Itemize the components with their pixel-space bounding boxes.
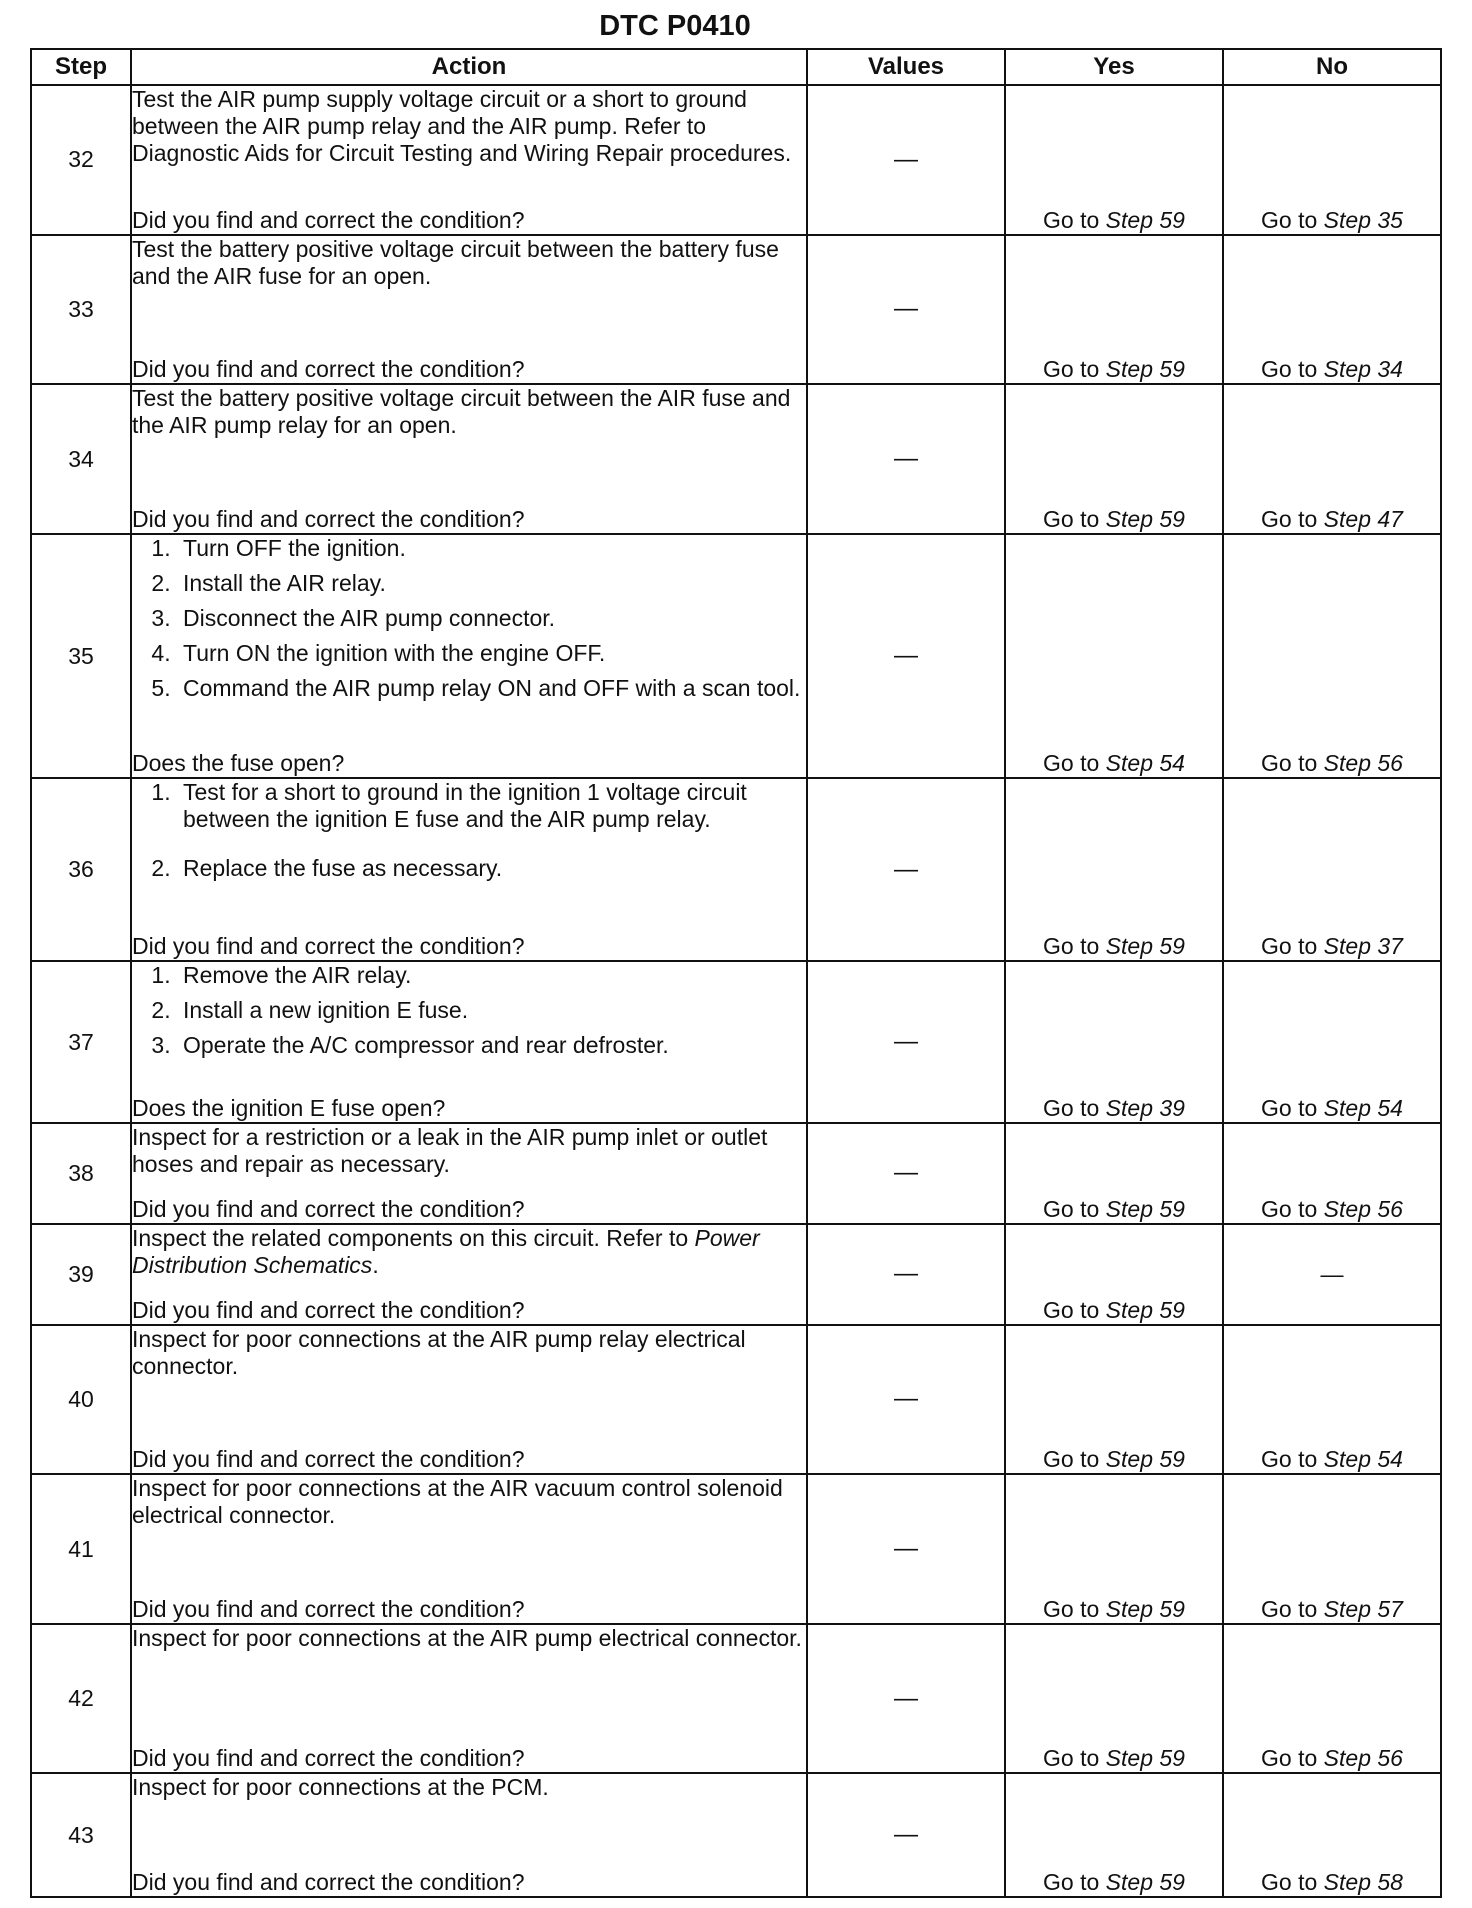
no-cell: [1223, 1624, 1441, 1774]
yes-step-link[interactable]: Step 59: [1105, 1195, 1185, 1222]
schematics-reference[interactable]: Power Distribution Schematics: [132, 1224, 760, 1278]
table-header-row: [31, 49, 1441, 85]
substep: 4. Turn ON the ignition with the engine OFF.: [177, 640, 806, 667]
no-cell: [1223, 384, 1441, 534]
values-cell: —: [807, 1325, 1005, 1475]
column-header-yes: Yes: [1005, 49, 1223, 85]
no-cell: [1223, 1325, 1441, 1475]
action-text: Inspect for poor connections at the PCM.: [132, 1774, 549, 1801]
action-text: Inspect for poor connections at the AIR pump relay electrical connector.: [132, 1325, 746, 1379]
yes-step-link[interactable]: Step 59: [1105, 356, 1185, 383]
values-cell: —: [807, 534, 1005, 779]
substep-list: [132, 535, 806, 710]
goto-prefix: Go to: [1261, 1094, 1318, 1121]
yes-step-link[interactable]: Step 54: [1105, 750, 1185, 777]
table-row: [31, 1474, 1441, 1624]
step-number: 39: [31, 1224, 131, 1325]
goto-prefix: Go to: [1261, 505, 1318, 532]
substep-list: [132, 779, 806, 890]
no-step-link[interactable]: Step 58: [1323, 1869, 1403, 1895]
goto-prefix: Go to: [1043, 505, 1100, 532]
action-question: Did you find and correct the condition?: [132, 1745, 525, 1772]
action-text: Test the battery positive voltage circuit between the AIR fuse and the AIR pump relay for an open.: [132, 385, 791, 439]
action-question: Does the fuse open?: [132, 750, 345, 777]
goto-prefix: Go to: [1261, 1869, 1318, 1895]
step-number: 41: [31, 1474, 131, 1624]
no-cell: [1223, 961, 1441, 1122]
no-cell: [1223, 1474, 1441, 1624]
no-step-link[interactable]: Step 37: [1323, 933, 1403, 960]
action-cell: [131, 1773, 807, 1897]
goto-prefix: Go to: [1261, 1195, 1318, 1222]
values-cell: —: [807, 1624, 1005, 1774]
no-cell: [1223, 534, 1441, 779]
no-cell: [1223, 778, 1441, 961]
values-cell: —: [807, 384, 1005, 534]
yes-step-link[interactable]: Step 59: [1105, 933, 1185, 960]
no-cell: [1223, 1773, 1441, 1897]
no-step-link[interactable]: Step 56: [1323, 1195, 1403, 1222]
action-question: Did you find and correct the condition?: [132, 356, 525, 383]
goto-prefix: Go to: [1043, 1195, 1100, 1222]
step-number: 34: [31, 384, 131, 534]
action-cell: [131, 778, 807, 961]
yes-cell: [1005, 1325, 1223, 1475]
action-cell: [131, 1123, 807, 1224]
yes-step-link[interactable]: Step 39: [1105, 1094, 1185, 1121]
action-question: Does the ignition E fuse open?: [132, 1094, 446, 1121]
goto-prefix: Go to: [1043, 1094, 1100, 1121]
goto-prefix: Go to: [1261, 356, 1318, 383]
goto-prefix: Go to: [1261, 1446, 1318, 1473]
values-cell: —: [807, 1474, 1005, 1624]
action-cell: [131, 1224, 807, 1325]
action-cell: [131, 534, 807, 779]
no-step-link[interactable]: Step 56: [1323, 750, 1403, 777]
table-row: [31, 384, 1441, 534]
yes-step-link[interactable]: Step 59: [1105, 1595, 1185, 1622]
substep: 3. Operate the A/C compressor and rear defroster.: [177, 1032, 806, 1059]
action-question: Did you find and correct the condition?: [132, 505, 525, 532]
action-question: Did you find and correct the condition?: [132, 1869, 525, 1895]
table-row: [31, 1224, 1441, 1325]
step-number: 36: [31, 778, 131, 961]
action-cell: [131, 1474, 807, 1624]
yes-cell: [1005, 961, 1223, 1122]
yes-cell: [1005, 1624, 1223, 1774]
substep: 2. Replace the fuse as necessary.: [177, 855, 806, 882]
step-number: 42: [31, 1624, 131, 1774]
goto-prefix: Go to: [1043, 750, 1100, 777]
action-text-suffix: .: [372, 1251, 379, 1278]
table-row: [31, 534, 1441, 779]
goto-prefix: Go to: [1261, 1745, 1318, 1772]
action-text: Test the battery positive voltage circuit between the battery fuse and the AIR fuse for an open.: [132, 235, 779, 289]
no-cell: —: [1223, 1224, 1441, 1325]
action-text: Inspect for poor connections at the AIR vacuum control solenoid electrical connector.: [132, 1475, 783, 1529]
step-number: 40: [31, 1325, 131, 1475]
action-text-block: [132, 1225, 806, 1279]
yes-cell: [1005, 534, 1223, 779]
yes-cell: [1005, 235, 1223, 385]
substep: 1. Turn OFF the ignition.: [177, 535, 806, 562]
no-step-link[interactable]: Step 35: [1323, 206, 1403, 233]
action-cell: [131, 235, 807, 385]
substep: 1. Test for a short to ground in the ignition 1 voltage circuit between the ignition E fuse and the AIR pump relay.: [177, 779, 806, 833]
column-header-action: Action: [131, 49, 807, 85]
yes-step-link[interactable]: Step 59: [1105, 1296, 1185, 1323]
table-row: [31, 1624, 1441, 1774]
action-text: Test the AIR pump supply voltage circuit or a short to ground between the AIR pump relay and the AIR pump. Refer to Diagnostic Aids for Circuit Testing and Wiring Repair procedures.: [132, 86, 792, 166]
goto-prefix: Go to: [1043, 1595, 1100, 1622]
action-cell: [131, 961, 807, 1122]
table-row: [31, 1325, 1441, 1475]
values-cell: —: [807, 961, 1005, 1122]
diagnostic-table: [30, 48, 1442, 1898]
goto-prefix: Go to: [1261, 933, 1318, 960]
action-question: Did you find and correct the condition?: [132, 206, 525, 233]
substep: 5. Command the AIR pump relay ON and OFF with a scan tool.: [177, 675, 806, 702]
yes-cell: [1005, 384, 1223, 534]
action-cell: [131, 1624, 807, 1774]
column-header-values: Values: [807, 49, 1005, 85]
action-text: Inspect the related components on this circuit. Refer to: [132, 1224, 689, 1251]
goto-prefix: Go to: [1043, 933, 1100, 960]
no-step-link[interactable]: Step 54: [1323, 1094, 1403, 1121]
values-cell: —: [807, 85, 1005, 235]
goto-prefix: Go to: [1261, 1595, 1318, 1622]
action-cell: [131, 85, 807, 235]
yes-step-link[interactable]: Step 59: [1105, 206, 1185, 233]
yes-step-link[interactable]: Step 59: [1105, 1446, 1185, 1473]
yes-cell: [1005, 1773, 1223, 1897]
action-question: Did you find and correct the condition?: [132, 933, 525, 960]
no-step-link[interactable]: Step 34: [1323, 356, 1403, 383]
table-row: [31, 1123, 1441, 1224]
goto-prefix: Go to: [1043, 1296, 1100, 1323]
step-number: 35: [31, 534, 131, 779]
values-cell: —: [807, 1123, 1005, 1224]
no-cell: [1223, 85, 1441, 235]
yes-step-link[interactable]: Step 59: [1105, 1745, 1185, 1772]
column-header-no: No: [1223, 49, 1441, 85]
substep: 3. Disconnect the AIR pump connector.: [177, 605, 806, 632]
goto-prefix: Go to: [1261, 750, 1318, 777]
no-step-link[interactable]: Step 54: [1323, 1446, 1403, 1473]
action-question: Did you find and correct the condition?: [132, 1446, 525, 1473]
action-cell: [131, 1325, 807, 1475]
step-number: 37: [31, 961, 131, 1122]
yes-cell: [1005, 778, 1223, 961]
yes-cell: [1005, 1474, 1223, 1624]
yes-step-link[interactable]: Step 59: [1105, 505, 1185, 532]
goto-prefix: Go to: [1043, 1745, 1100, 1772]
substep-list: [132, 962, 806, 1067]
table-row: [31, 235, 1441, 385]
action-question: Did you find and correct the condition?: [132, 1195, 525, 1222]
step-number: 32: [31, 85, 131, 235]
table-row: [31, 1773, 1441, 1897]
table-row: [31, 85, 1441, 235]
values-cell: —: [807, 1224, 1005, 1325]
yes-step-link[interactable]: Step 59: [1105, 1869, 1185, 1895]
action-question: Did you find and correct the condition?: [132, 1595, 525, 1622]
table-row: [31, 778, 1441, 961]
values-cell: —: [807, 1773, 1005, 1897]
action-cell: [131, 384, 807, 534]
yes-cell: [1005, 85, 1223, 235]
no-step-link[interactable]: Step 57: [1323, 1595, 1403, 1622]
yes-cell: [1005, 1224, 1223, 1325]
step-number: 43: [31, 1773, 131, 1897]
step-number: 33: [31, 235, 131, 385]
table-row: [31, 961, 1441, 1122]
substep: 2. Install the AIR relay.: [177, 570, 806, 597]
values-cell: —: [807, 235, 1005, 385]
page-title: DTC P0410: [599, 10, 751, 42]
action-text: Inspect for poor connections at the AIR pump electrical connector.: [132, 1624, 802, 1651]
substep: 2. Install a new ignition E fuse.: [177, 997, 806, 1024]
step-number: 38: [31, 1123, 131, 1224]
action-text: Inspect for a restriction or a leak in the AIR pump inlet or outlet hoses and repair as necessary.: [132, 1123, 768, 1177]
goto-prefix: Go to: [1043, 1869, 1100, 1895]
goto-prefix: Go to: [1043, 1446, 1100, 1473]
column-header-step: Step: [31, 49, 131, 85]
values-cell: —: [807, 778, 1005, 961]
goto-prefix: Go to: [1043, 356, 1100, 383]
action-question: Did you find and correct the condition?: [132, 1296, 525, 1323]
no-step-link[interactable]: Step 56: [1323, 1745, 1403, 1772]
no-cell: [1223, 1123, 1441, 1224]
goto-prefix: Go to: [1261, 206, 1318, 233]
goto-prefix: Go to: [1043, 206, 1100, 233]
yes-cell: [1005, 1123, 1223, 1224]
substep: 1. Remove the AIR relay.: [177, 962, 806, 989]
no-step-link[interactable]: Step 47: [1323, 505, 1403, 532]
no-cell: [1223, 235, 1441, 385]
